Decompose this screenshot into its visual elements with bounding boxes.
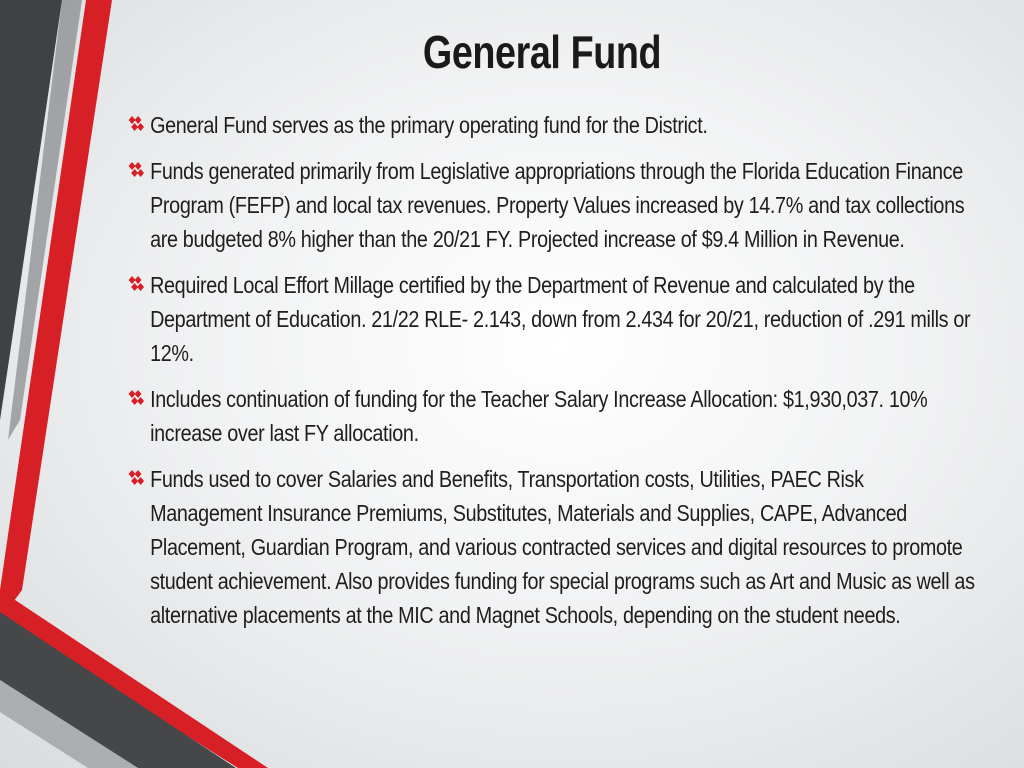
diamond-bullet-icon (126, 160, 150, 182)
bullet-item (126, 268, 976, 370)
bullet-text: Includes continuation of funding for the Teacher Salary Increase Allocation: $1,930,037. 10% increase over last FY allocation. (150, 386, 928, 446)
bullet-text: Funds generated primarily from Legislative appropriations through the Florida Education Finance Program (FEFP) and local tax revenues. Property Values increased by 14.7% and tax collections are budgeted 8% higher than the 20/21 FY. Projected increase of $9.4 Million in Revenue. (150, 158, 965, 252)
bullet-item (126, 462, 976, 632)
bullet-text: Required Local Effort Millage certified by the Department of Revenue and calculated by the Department of Education. 21/22 RLE- 2.143, down from 2.434 for 20/21, reduction of .291 mills or 12%. (150, 272, 971, 366)
bullet-text: Funds used to cover Salaries and Benefits, Transportation costs, Utilities, PAEC Risk Management Insurance Premiums, Substitutes, Materials and Supplies, CAPE, Advanced Placement, Guardian Program, and various contracted services and digital resources to promote student achievement. Also provides funding for special programs such as Art and Music as well as alternative placements at the MIC and Magnet Schools, depending on the student needs. (150, 466, 975, 628)
bullet-item (126, 108, 976, 142)
bullet-list (126, 108, 986, 644)
diamond-bullet-icon (126, 388, 150, 410)
diamond-bullet-icon (126, 114, 150, 136)
bullet-item (126, 382, 976, 450)
diamond-bullet-icon (126, 468, 150, 490)
diamond-bullet-icon (126, 274, 150, 296)
slide-title: General Fund (422, 26, 662, 78)
bullet-item (126, 154, 976, 256)
bullet-text: General Fund serves as the primary operating fund for the District. (150, 112, 708, 138)
